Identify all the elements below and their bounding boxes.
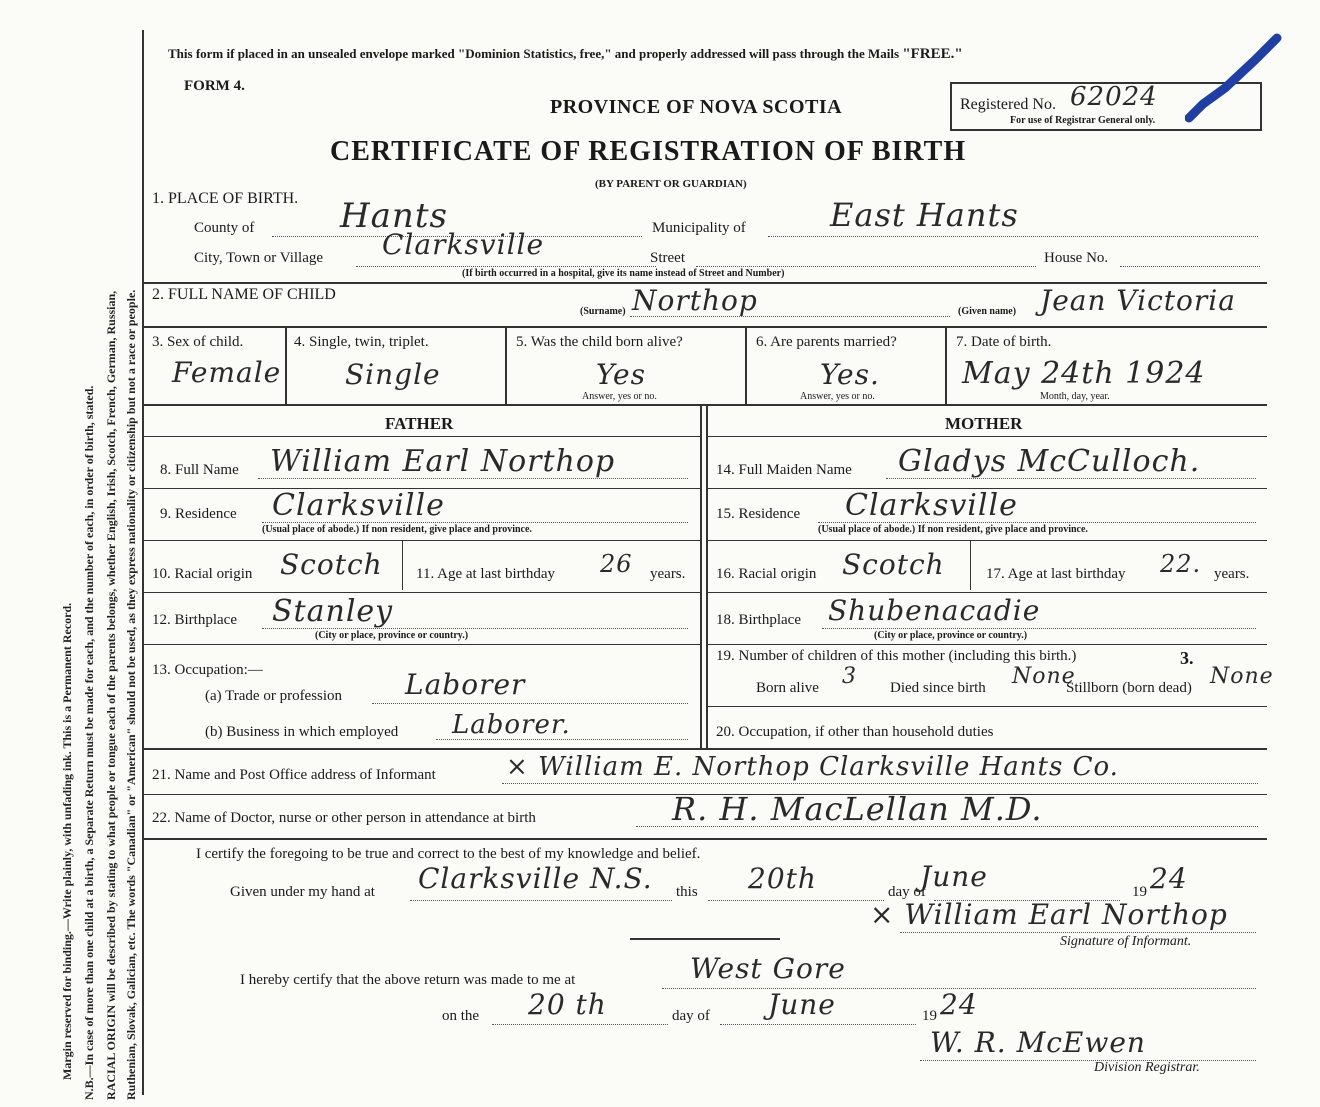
father-name-line: [258, 478, 688, 479]
row3-sep-2: [505, 326, 507, 404]
place-of-birth-label: 1. PLACE OF BIRTH.: [152, 190, 299, 207]
mother-racial-value: Scotch: [842, 548, 945, 581]
business-line: [436, 739, 688, 740]
father-residence-label: 9. Residence: [160, 506, 237, 522]
day-of-label: day of: [888, 884, 926, 900]
married-label: 6. Are parents married?: [756, 334, 897, 350]
given-place-line: [410, 900, 672, 901]
registrar-note: For use of Registrar General only.: [1010, 115, 1156, 126]
registered-value: 62024: [1070, 82, 1158, 112]
side-note-2: N.B.—In case of more than one child at a birth, a Separate Return must be made for each, and the number of each, in order of birth, stated.: [82, 385, 96, 1100]
father-residence-value: Clarksville: [272, 488, 445, 523]
side-note-1: Margin reserved for binding.—Write plainly, with unfading ink. This is a Permanent Record.: [60, 602, 74, 1080]
registrar-signature-line: [920, 1060, 1256, 1061]
father-years: years.: [650, 566, 686, 582]
mother-age-label: 17. Age at last birthday: [986, 566, 1126, 582]
mother-residence-label: 15. Residence: [716, 506, 801, 522]
province-heading: PROVINCE OF NOVA SCOTIA: [550, 96, 843, 118]
dob-note: Month, day, year.: [1040, 391, 1110, 402]
single-label: 4. Single, twin, triplet.: [294, 334, 429, 350]
divider-6: [142, 838, 1267, 840]
informant-signature-line: [900, 932, 1256, 933]
short-divider: [630, 938, 780, 940]
left-border: [142, 30, 144, 1095]
hospital-note: (If birth occurred in a hospital, give its name instead of Street and Number): [462, 268, 785, 279]
divider-3: [142, 404, 1267, 406]
house-line: [1120, 266, 1260, 267]
business-value: Laborer.: [452, 710, 571, 740]
parents-center-line-2: [706, 404, 708, 748]
mother-name-label: 14. Full Maiden Name: [716, 462, 852, 478]
doctor-label: 22. Name of Doctor, nurse or other person in attendance at birth: [152, 810, 536, 826]
given-place-value: Clarksville N.S.: [418, 862, 653, 895]
father-racial-value: Scotch: [280, 548, 383, 581]
certify-year-prefix: 19: [1132, 884, 1147, 900]
certificate-subtitle: (BY PARENT OR GUARDIAN): [595, 178, 747, 190]
father-birthplace-line: [262, 628, 688, 629]
married-value: Yes.: [820, 358, 880, 391]
trade-label: (a) Trade or profession: [205, 688, 343, 704]
given-under-label: Given under my hand at: [230, 884, 375, 900]
city-line: [356, 266, 656, 267]
sex-value: Female: [172, 356, 282, 389]
house-label: House No.: [1044, 250, 1109, 266]
doctor-line: [636, 826, 1258, 827]
county-value: Hants: [340, 196, 448, 236]
stillborn-label: Stillborn (born dead): [1066, 680, 1192, 696]
given-name-label: (Given name): [958, 306, 1017, 317]
mother-div-4: [706, 644, 1267, 645]
dob-label: 7. Date of birth.: [956, 334, 1052, 350]
father-abode-note: (Usual place of abode.) If non resident, give place and province.: [262, 524, 532, 535]
mother-age-value: 22.: [1160, 550, 1202, 578]
informant-signature-label: Signature of Informant.: [1060, 934, 1192, 949]
mother-birthplace-line: [822, 628, 1256, 629]
father-div-3: [142, 592, 700, 593]
mother-racial-label: 16. Racial origin: [716, 566, 817, 582]
mother-racial-sep: [970, 540, 971, 590]
father-age-label: 11. Age at last birthday: [416, 566, 555, 582]
mother-div-2: [706, 540, 1267, 541]
certificate-title: CERTIFICATE OF REGISTRATION OF BIRTH: [330, 136, 967, 167]
divider-2: [142, 326, 1267, 328]
children-count-label: 19. Number of children of this mother (including this birth.): [716, 648, 1077, 664]
father-racial-sep: [402, 540, 403, 590]
registrar-year-value: 24: [940, 988, 978, 1021]
father-age-value: 26: [600, 550, 633, 578]
registrar-month-value: June: [768, 988, 836, 1021]
child-name-label: 2. FULL NAME OF CHILD: [152, 286, 336, 303]
mother-birthplace-value: Shubenacadie: [828, 594, 1041, 627]
business-label: (b) Business in which employed: [205, 724, 399, 740]
mother-abode-note: (Usual place of abode.) If non resident, give place and province.: [818, 524, 1088, 535]
street-line: [696, 266, 1036, 267]
registrar-signature: W. R. McEwen: [930, 1026, 1146, 1059]
informant-label: 21. Name and Post Office address of Informant: [152, 767, 436, 783]
mother-years: years.: [1214, 566, 1250, 582]
alive-value: Yes: [596, 358, 646, 391]
mother-div-3: [706, 592, 1267, 593]
married-answer-note: Answer, yes or no.: [800, 391, 875, 402]
surname-label: (Surname): [580, 306, 626, 317]
father-residence-line: [262, 522, 688, 523]
heading-underline-left: [142, 436, 700, 437]
mother-residence-line: [818, 522, 1256, 523]
father-birthplace-note: (City or place, province or country.): [315, 630, 469, 641]
municipality-line: [768, 236, 1258, 237]
mother-birthplace-note: (City or place, province or country.): [874, 630, 1028, 641]
informant-line: [502, 783, 1258, 784]
father-birthplace-value: Stanley: [272, 594, 394, 629]
born-alive-label: Born alive: [756, 680, 819, 696]
registrar-day-of: day of: [672, 1008, 710, 1024]
registrar-year-prefix: 19: [922, 1008, 937, 1024]
mother-occupation-label: 20. Occupation, if other than household duties: [716, 724, 994, 740]
child-given-value: Jean Victoria: [1040, 284, 1236, 317]
father-div-2: [142, 540, 700, 541]
form-number: FORM 4.: [184, 78, 245, 94]
mother-name-value: Gladys McCulloch.: [898, 444, 1201, 479]
alive-label: 5. Was the child born alive?: [516, 334, 683, 350]
died-since-value: None: [1012, 664, 1076, 689]
child-surname-value: Northop: [632, 284, 758, 317]
this-label: this: [676, 884, 698, 900]
registrar-day-line: [492, 1024, 668, 1025]
mail-free: "FREE.": [902, 46, 963, 62]
municipality-label: Municipality of: [652, 220, 746, 236]
side-note-3: RACIAL ORIGIN will be described by stating to what people or tongue each of the parents belongs, whether English, Irish, Scotch, French, German, Russian,: [104, 290, 118, 1100]
certify-year-value: 24: [1150, 862, 1188, 895]
registrar-day-value: 20 th: [528, 988, 607, 1021]
heading-underline-right: [706, 436, 1267, 437]
certify-month-value: June: [920, 860, 988, 893]
father-div-4: [142, 644, 700, 645]
dob-value: May 24th 1924: [962, 356, 1206, 391]
mother-residence-value: Clarksville: [845, 488, 1018, 523]
mother-div-5: [706, 706, 1267, 707]
county-label: County of: [194, 220, 255, 236]
side-note-4: Ruthenian, Slovak, Galician, etc. The words "Canadian" or "American" should not be used, as they express nationality or citizenship but not a race or people.: [124, 289, 138, 1100]
registrar-place-value: West Gore: [690, 952, 846, 985]
registered-label: Registered No.: [960, 96, 1056, 113]
father-name-value: William Earl Northop: [270, 444, 616, 479]
alive-answer-note: Answer, yes or no.: [582, 391, 657, 402]
certify-day-line: [708, 900, 884, 901]
trade-line: [372, 703, 688, 704]
children-count-value: 3.: [1180, 648, 1194, 668]
mother-name-line: [886, 478, 1256, 479]
registrar-on-the: on the: [442, 1008, 480, 1024]
row3-sep-4: [945, 326, 947, 404]
surname-line: [630, 316, 950, 317]
city-value: Clarksville: [382, 228, 545, 261]
father-birthplace-label: 12. Birthplace: [152, 612, 237, 628]
father-heading: FATHER: [385, 414, 454, 433]
registrar-text: I hereby certify that the above return was made to me at: [240, 972, 576, 988]
row3-sep-1: [285, 326, 287, 404]
divider-4: [142, 748, 1267, 750]
blue-check-mark: [1185, 30, 1285, 125]
father-name-label: 8. Full Name: [160, 462, 239, 478]
mother-heading: MOTHER: [945, 414, 1023, 433]
certify-day-value: 20th: [748, 862, 817, 895]
row3-sep-3: [745, 326, 747, 404]
mail-notice: [168, 46, 963, 63]
informant-value: × William E. Northop Clarksville Hants Co.: [506, 752, 1119, 782]
sex-label: 3. Sex of child.: [152, 334, 244, 350]
registrar-month-line: [720, 1024, 916, 1025]
mother-birthplace-label: 18. Birthplace: [716, 612, 801, 628]
died-since-label: Died since birth: [890, 680, 986, 696]
stillborn-value: None: [1210, 664, 1274, 689]
informant-signature: × William Earl Northop: [870, 898, 1228, 931]
father-occupation-label: 13. Occupation:—: [152, 662, 263, 678]
born-alive-value: 3: [842, 664, 857, 689]
doctor-value: R. H. MacLellan M.D.: [672, 790, 1043, 828]
street-label: Street: [650, 250, 685, 266]
father-racial-label: 10. Racial origin: [152, 566, 253, 582]
city-label: City, Town or Village: [194, 250, 324, 266]
single-value: Single: [345, 358, 441, 391]
parents-center-line: [700, 404, 702, 748]
mail-notice-text: This form if placed in an unsealed envelope marked "Dominion Statistics, free," and properly addressed will pass through the Mails: [168, 46, 903, 61]
trade-value: Laborer: [405, 668, 526, 701]
municipality-value: East Hants: [830, 196, 1019, 234]
registrar-signature-label: Division Registrar.: [1094, 1060, 1200, 1075]
certify-text: I certify the foregoing to be true and correct to the best of my knowledge and belief.: [196, 846, 701, 862]
